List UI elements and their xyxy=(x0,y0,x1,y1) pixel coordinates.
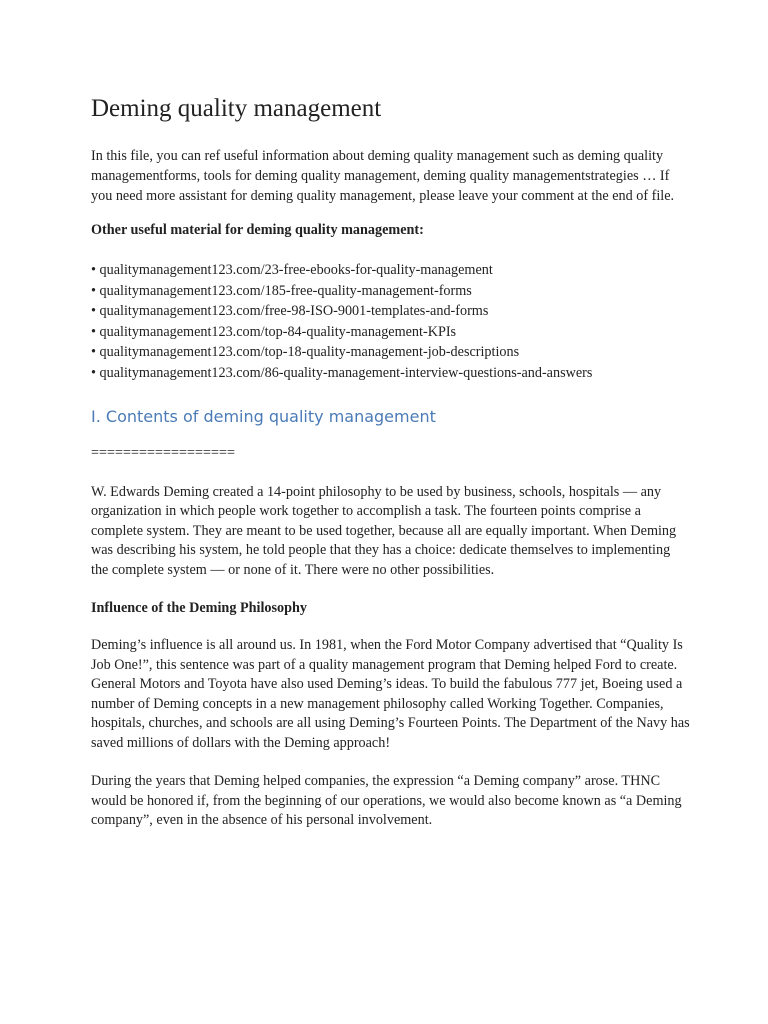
influence-paragraph: Deming’s influence is all around us. In 1981, when the Ford Motor Company advertised that “Quality Is Job One!”, this sentence was part of a quality management program that Deming helped Ford to create. General Motors and Toyota have also used Deming’s ideas. To build the fabulous 777 jet, Boeing used a number of Deming concepts in a new management philosophy called Working Together. Companies, hospitals, churches, and schools are all using Deming’s Fourteen Points. The Department of the Navy has saved millions of dollars with the Deming approach! xyxy=(91,637,690,751)
material-link-item[interactable]: • qualitymanagement123.com/top-18-quality-management-job-descriptions xyxy=(91,344,520,361)
document-content xyxy=(91,92,691,831)
influence-subheading: Influence of the Deming Philosophy xyxy=(91,600,307,617)
material-link-item[interactable]: • qualitymanagement123.com/free-98-ISO-9001-templates-and-forms xyxy=(91,303,489,320)
material-link-list xyxy=(91,260,691,384)
document-title: Deming quality management xyxy=(91,95,382,122)
text-divider: ================== xyxy=(91,444,236,461)
material-link-item[interactable]: • qualitymanagement123.com/top-84-quality-management-KPIs xyxy=(91,323,457,340)
other-material-heading: Other useful material for deming quality management: xyxy=(91,222,424,238)
material-link-item[interactable]: • qualitymanagement123.com/23-free-ebooks-for-quality-management xyxy=(91,262,493,278)
material-link-item[interactable]: • qualitymanagement123.com/86-quality-management-interview-questions-and-answers xyxy=(91,364,593,381)
section-heading-contents: I. Contents of deming quality management xyxy=(91,406,436,426)
philosophy-paragraph: W. Edwards Deming created a 14-point philosophy to be used by business, schools, hospitals — any organization in which people work together to accomplish a task. The fourteen points comprise a complete system. They are meant to be used together, because all are equally important. When Deming was describing his system, he told people that they has a choice: dedicate themselves to implementing the complete system — or none of it. There were no other possibilities. xyxy=(91,483,677,578)
material-link-item[interactable]: • qualitymanagement123.com/185-free-quality-management-forms xyxy=(91,282,472,299)
intro-paragraph: In this file, you can ref useful information about deming quality management such as deming quality managementforms, tools for deming quality management, deming quality managementstrategies … If you need more assistant for deming quality management, please leave your comment at the end of file. xyxy=(91,148,675,204)
deming-company-paragraph: During the years that Deming helped companies, the expression “a Deming company” arose. THNC would be honored if, from the beginning of our operations, we would also become known as “a Deming company”, even in the absence of his personal involvement. xyxy=(91,773,682,829)
